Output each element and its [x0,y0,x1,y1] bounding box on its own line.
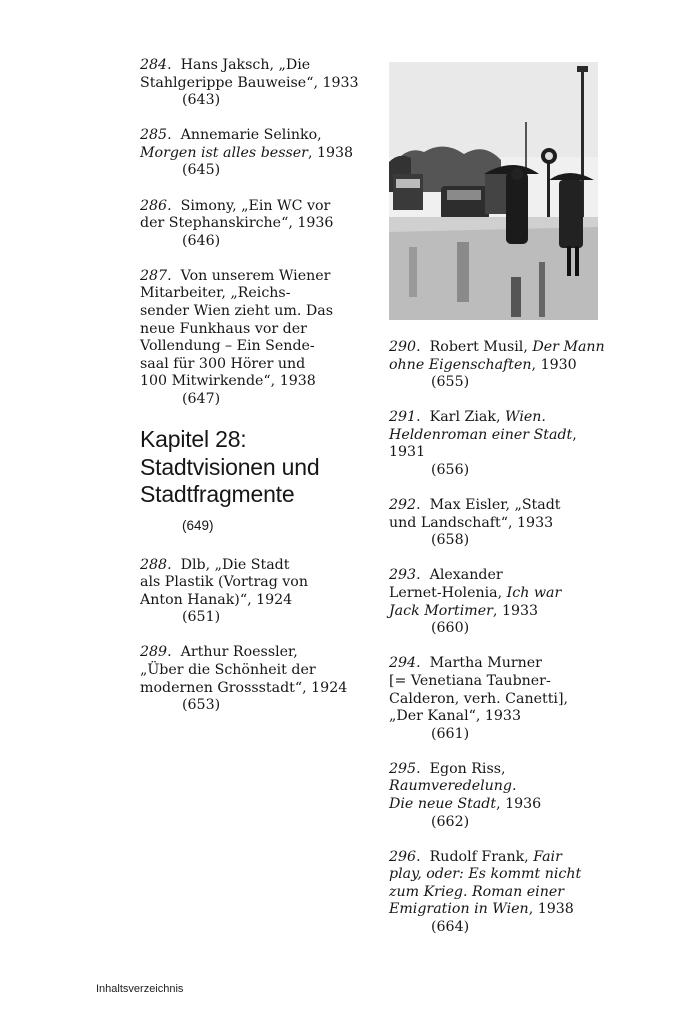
page-ref: (651) [182,609,221,626]
photo-rainy-street [389,62,598,320]
page-ref: (645) [182,162,221,179]
entry-287: 287. Von unserem Wiener Mitarbeiter, „Reichs- sender Wien zieht um. Das neue Funkhaus vor der Vollendung – Ein Sende- saal für 300 Hörer und 100 Mitwirkende“, 1938 (647) [140,268,365,409]
page-ref: (661) [431,725,470,742]
entry-285: 285. Annemarie Selinko, Morgen ist alles besser, 1938 (645) [140,127,365,180]
chapter-title: Kapitel 28: Stadtvisionen und Stadtfragmente [140,426,320,508]
entry-295: 295. Egon Riss, Raumveredelung. Die neue Stadt, 1936 (662) [389,761,614,831]
page-ref: (643) [182,92,221,109]
entry-289: 289. Arthur Roessler, „Über die Schönheit der modernen Grossstadt“, 1924 (653) [140,644,365,714]
page-ref: (658) [431,532,470,549]
entry-293: 293. Alexander Lernet-Holenia, Ich war Jack Mortimer, 1933 (660) [389,567,614,637]
chapter-heading [140,426,365,533]
entry-288: 288. Dlb, „Die Stadt als Plastik (Vortrag von Anton Hanak)“, 1924 (651) [140,557,365,627]
page-ref: (660) [431,620,470,637]
page-ref: (664) [431,919,470,936]
chapter-page: (649) [182,517,214,533]
page-ref: (662) [431,813,470,830]
page-ref: (653) [182,697,221,714]
entry-296: 296. Rudolf Frank, Fair play, oder: Es kommt nicht zum Krieg. Roman einer Emigration in Wien, 1938 (664) [389,849,614,937]
footer-running-title: Inhaltsverzeichnis [96,983,184,995]
entry-290: 290. Robert Musil, Der Mann ohne Eigenschaften, 1930 (655) [389,339,614,392]
page-ref: (656) [431,462,470,479]
entry-284: 284. Hans Jaksch, „Die Stahlgerippe Bauweise“, 1933 (643) [140,57,365,110]
page-ref: (646) [182,232,221,249]
entry-286: 286. Simony, „Ein WC vor der Stephanskirche“, 1936 (646) [140,198,365,251]
page-ref: (647) [182,391,221,407]
entry-294: 294. Martha Murner [= Venetiana Taubner- Calderon, verh. Canetti], „Der Kanal“, 1933 (661) [389,655,614,743]
right-column [389,339,614,954]
page-ref: (655) [431,374,470,391]
entry-291: 291. Karl Ziak, Wien. Heldenroman einer Stadt, 1931 (656) [389,409,614,479]
left-column [140,57,365,732]
entry-292: 292. Max Eisler, „Stadt und Landschaft“, 1933 (658) [389,497,614,550]
